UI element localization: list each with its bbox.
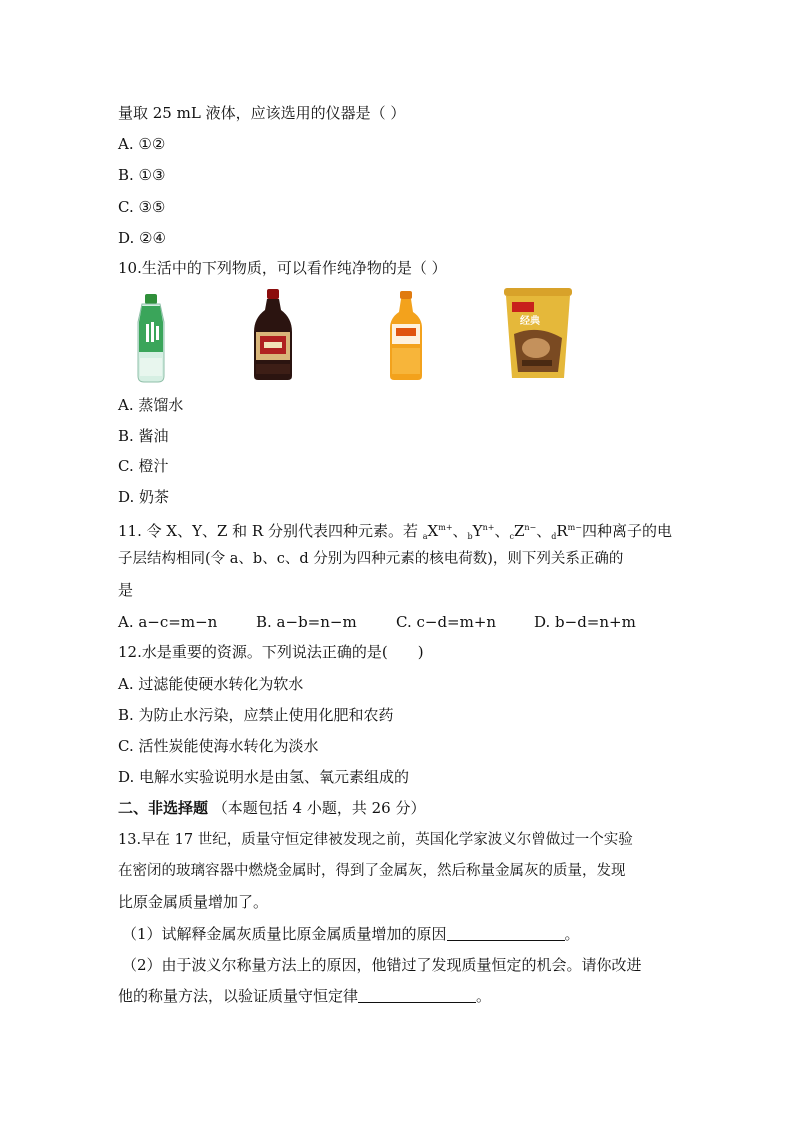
orange-juice-bottle-image (386, 290, 426, 382)
q12-option-d: D. 电解水实验说明水是由氢、氧元素组成的 (118, 768, 410, 786)
q11-option-d: D. b−d=n+m (534, 613, 636, 631)
q11-stem-line3: 是 (118, 581, 134, 599)
q11-stem-tail: 四种离子的电 (581, 522, 672, 540)
q10-option-b: B. 酱油 (118, 427, 169, 445)
q12-stem: 12.水是重要的资源。下列说法正确的是( ) (118, 643, 424, 661)
q12-option-b: B. 为防止水污染，应禁止使用化肥和农药 (118, 706, 394, 724)
q10-option-c: C. 橙汁 (118, 457, 169, 475)
q13-part1-answer-blank[interactable] (447, 926, 565, 941)
section2-title: 二、非选择题 (118, 799, 209, 817)
q11-option-c: C. c−d=m+n (396, 613, 497, 631)
q11-option-a: A. a−c=m−n (118, 613, 218, 631)
q13-stem-line1: 13.早在 17 世纪，质量守恒定律被发现之前，英国化学家波义尔曾做过一个实验 (118, 832, 633, 848)
q12-option-a: A. 过滤能使硬水转化为软水 (118, 675, 304, 693)
q10-option-a: A. 蒸馏水 (118, 396, 184, 414)
section2-note: （本题包括 4 小题，共 26 分） (208, 799, 426, 817)
milk-tea-label-text: 经典 (520, 316, 540, 327)
ion-x: $_aX^{m+}$ (422, 522, 453, 541)
q9-option-b: B. ①③ (118, 166, 166, 184)
q11-option-b: B. a−b=n−m (256, 613, 357, 631)
q9-option-a: A. ①② (118, 135, 166, 153)
q11-stem-line1: 11. 令 X、Y、Z 和 R 分别代表四种元素。若 $_aX^{m+}$、$_bY^{n+}$、$_cZ^{n-}$、$_dR^{m-}$四种离子的电 (118, 522, 672, 541)
q13-part1: （1）试解释金属灰质量比原金属质量增加的原因 。 (122, 925, 580, 943)
milk-tea-cup-image (500, 286, 576, 382)
q13-stem-line3: 比原金属质量增加了。 (118, 893, 269, 911)
ion-y: $_bY^{n+}$ (467, 522, 495, 541)
water-bottle-image (128, 292, 174, 384)
q10-option-d: D. 奶茶 (118, 488, 170, 506)
q13-stem-line2: 在密闭的玻璃容器中燃烧金属时，得到了金属灰，然后称量金属灰的质量，发现 (118, 863, 626, 879)
q13-part2-answer-blank[interactable] (358, 988, 476, 1003)
q9-option-c: C. ③⑤ (118, 198, 166, 216)
section2-heading (118, 798, 426, 818)
ion-z: $_cZ^{n-}$ (509, 522, 537, 541)
ion-r: $_dR^{m-}$ (551, 522, 582, 541)
q11-stem-intro: 11. 令 X、Y、Z 和 R 分别代表四种元素。若 (118, 522, 423, 540)
q10-stem: 10.生活中的下列物质，可以看作纯净物的是（ ） (118, 259, 447, 277)
q11-stem-line2: 子层结构相同(令 a、b、c、d 分别为四种元素的核电荷数)，则下列关系正确的 (118, 551, 624, 567)
q9-stem-tail: 量取 25 mL 液体，应该选用的仪器是（ ） (118, 104, 406, 122)
q9-option-d: D. ②④ (118, 229, 166, 247)
soy-sauce-bottle-image (248, 288, 298, 382)
q13-part2-line1: （2）由于波义尔称量方法上的原因，他错过了发现质量恒定的机会。请你改进 (122, 956, 642, 974)
q13-part2-line2: 他的称量方法，以验证质量守恒定律 。 (118, 987, 492, 1005)
q12-option-c: C. 活性炭能使海水转化为淡水 (118, 737, 319, 755)
